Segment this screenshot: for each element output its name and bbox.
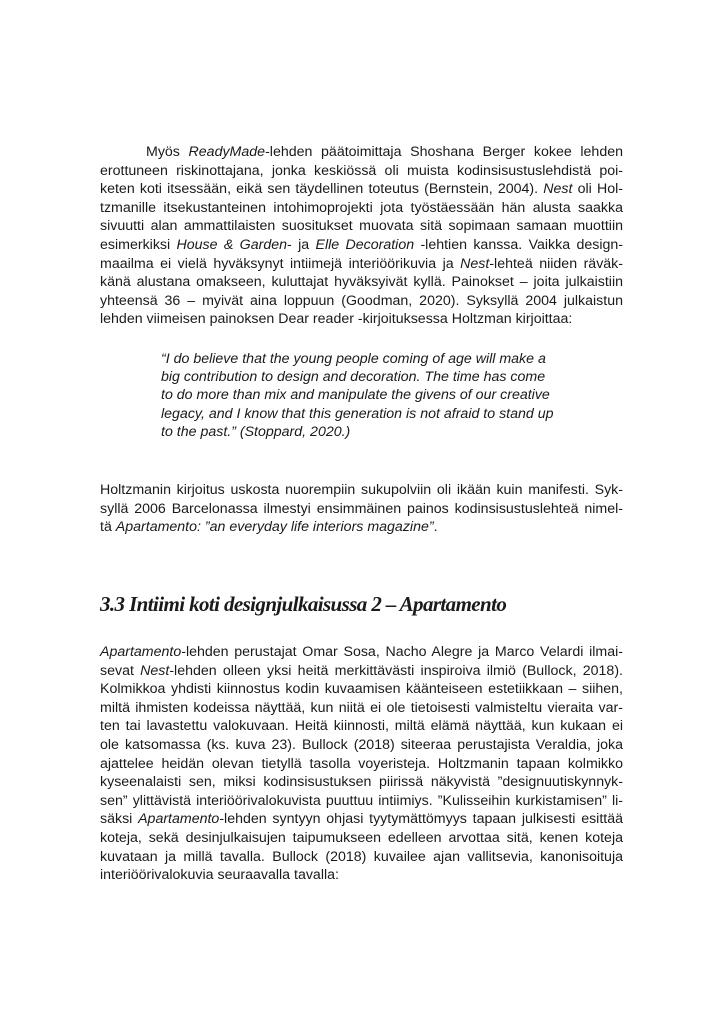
text-line: miltä ihmisten kodeissa näyttää, kun niitä ei ole tietoisesti valmisteltu vieraita var-	[100, 699, 623, 716]
paragraph-readymade-nest	[100, 143, 623, 329]
text-line: ajattelee heidän olevan tietyllä tasolla voyeristeja. Holtzmanin tapaan kolmikko	[100, 755, 623, 772]
italic-title: Apartamento: ”an everyday life interiors magazine”	[115, 519, 434, 536]
quote-line: to the past.” (Stoppard, 2020.)	[161, 423, 351, 440]
text-line: syllä 2006 Barcelonassa ilmestyi ensimmäinen painos kodinsisustuslehteä nimel-	[100, 500, 623, 517]
text-line: Kolmikkoa yhdisti kiinnostus kodin kuvaamisen käänteiseen estetiikkaan – siihen,	[100, 681, 623, 698]
text-line: esimerkiksi House & Garden- ja Elle Decoration -lehtien kanssa. Vaikka design-	[100, 236, 623, 253]
text-line: interiöörivalokuvia seuraavalla tavalla:	[100, 867, 339, 884]
quote-line: legacy, and I know that this generation is not afraid to stand up	[161, 405, 554, 422]
quote-line: big contribution to design and decoration. The time has come	[161, 369, 546, 386]
italic-title: Apartamento	[100, 644, 182, 660]
italic-title: Nest	[140, 662, 170, 679]
paragraph-apartamento-founders	[100, 643, 623, 885]
text-line: Myös ReadyMade-lehden päätoimittaja Shoshana Berger kokee lehden	[146, 144, 623, 160]
text-line: Apartamento-lehden perustajat Omar Sosa, Nacho Alegre ja Marco Velardi ilmai-	[100, 644, 623, 660]
italic-title: House & Garden	[176, 236, 288, 253]
text-line: Holtzmanin kirjoitus uskosta nuorempiin sukupolviin oli ikään kuin manifesti. Syk-	[100, 482, 623, 498]
text-line: yhteensä 36 – myivät aina loppuun (Goodman, 2020). Syksyllä 2004 julkaistun	[100, 292, 623, 309]
text-line: ole katsomassa (ks. kuva 23). Bullock (2018) siteeraa perustajista Veraldia, joka	[100, 736, 623, 753]
text-line: sivuutti alan ammattilaisten suositukset muovata sitä sopimaan samaan muottiin	[100, 218, 623, 235]
text-line: sevat Nest-lehden olleen yksi heitä merkittävästi inspiroiva ilmiö (Bullock, 2018).	[100, 662, 623, 679]
italic-title: Apartamento	[138, 811, 220, 828]
text-line: känä alustana omakseen, kuluttajat hyväksyivät kyllä. Painokset – joita julkaistiin	[100, 274, 623, 291]
text-line: tä Apartamento: ”an everyday life interiors magazine”.	[100, 519, 438, 536]
text-line: säksi Apartamento-lehden syntyyn ohjasi tyytymättömyys tapaan julkisesti esittää	[100, 811, 623, 828]
text-line: erottuneen riskinottajana, jonka keskiössä oli muista kodinsisustuslehdistä poi-	[100, 162, 623, 179]
text-line: tzmanille itsekustanteinen intohimoprojekti jota työstäessään hän alusta saakka	[100, 199, 623, 216]
quote-line: “I do believe that the young people coming of age will make a	[161, 351, 546, 367]
quote-line: to do more than mix and manipulate the givens of our creative	[161, 387, 550, 404]
text-line: keten koti itsessään, eikä sen täydellinen toteutus (Bernstein, 2004). Nest oli Hol-	[100, 181, 624, 198]
block-quote-holtzman	[161, 350, 571, 441]
paragraph-holtzman-manifesto	[100, 481, 623, 537]
text-line: sen” ylittävistä interiöörivalokuvista puuttuu intiimiys. ”Kulisseihin kurkistamisen” li-	[100, 792, 623, 809]
text-line: lehden viimeisen painoksen Dear reader -kirjoituksessa Holtzman kirjoittaa:	[100, 311, 573, 328]
text-line: kyseenalaisti sen, miksi kodinsisustuksen piirissä näkyvistä ”designuutiskynnyk-	[100, 774, 623, 791]
italic-title: Nest	[543, 181, 573, 198]
italic-title: ReadyMade	[188, 144, 266, 160]
italic-title: Elle Decoration	[315, 236, 415, 253]
italic-title: Nest	[460, 255, 490, 272]
text-line: maailma ei vielä hyväksynyt intiimejä interiöörikuvia ja Nest-lehteä niiden räväk-	[100, 255, 623, 272]
text-line: kuvataan ja millä tavalla. Bullock (2018) kuvailee ajan vallitsevia, kanonisoituja	[100, 848, 623, 865]
text-line: ten tai lavastettu valokuvaan. Heitä kiinnosti, miltä elämä näyttää, kun kukaan ei	[100, 718, 623, 735]
section-heading: 3.3 Intiimi koti designjulkaisussa 2 – Apartamento	[100, 592, 507, 616]
text-line: koteja, sekä desinjulkaisujen taipumukseen edelleen arvottaa sitä, kenen koteja	[100, 829, 623, 846]
